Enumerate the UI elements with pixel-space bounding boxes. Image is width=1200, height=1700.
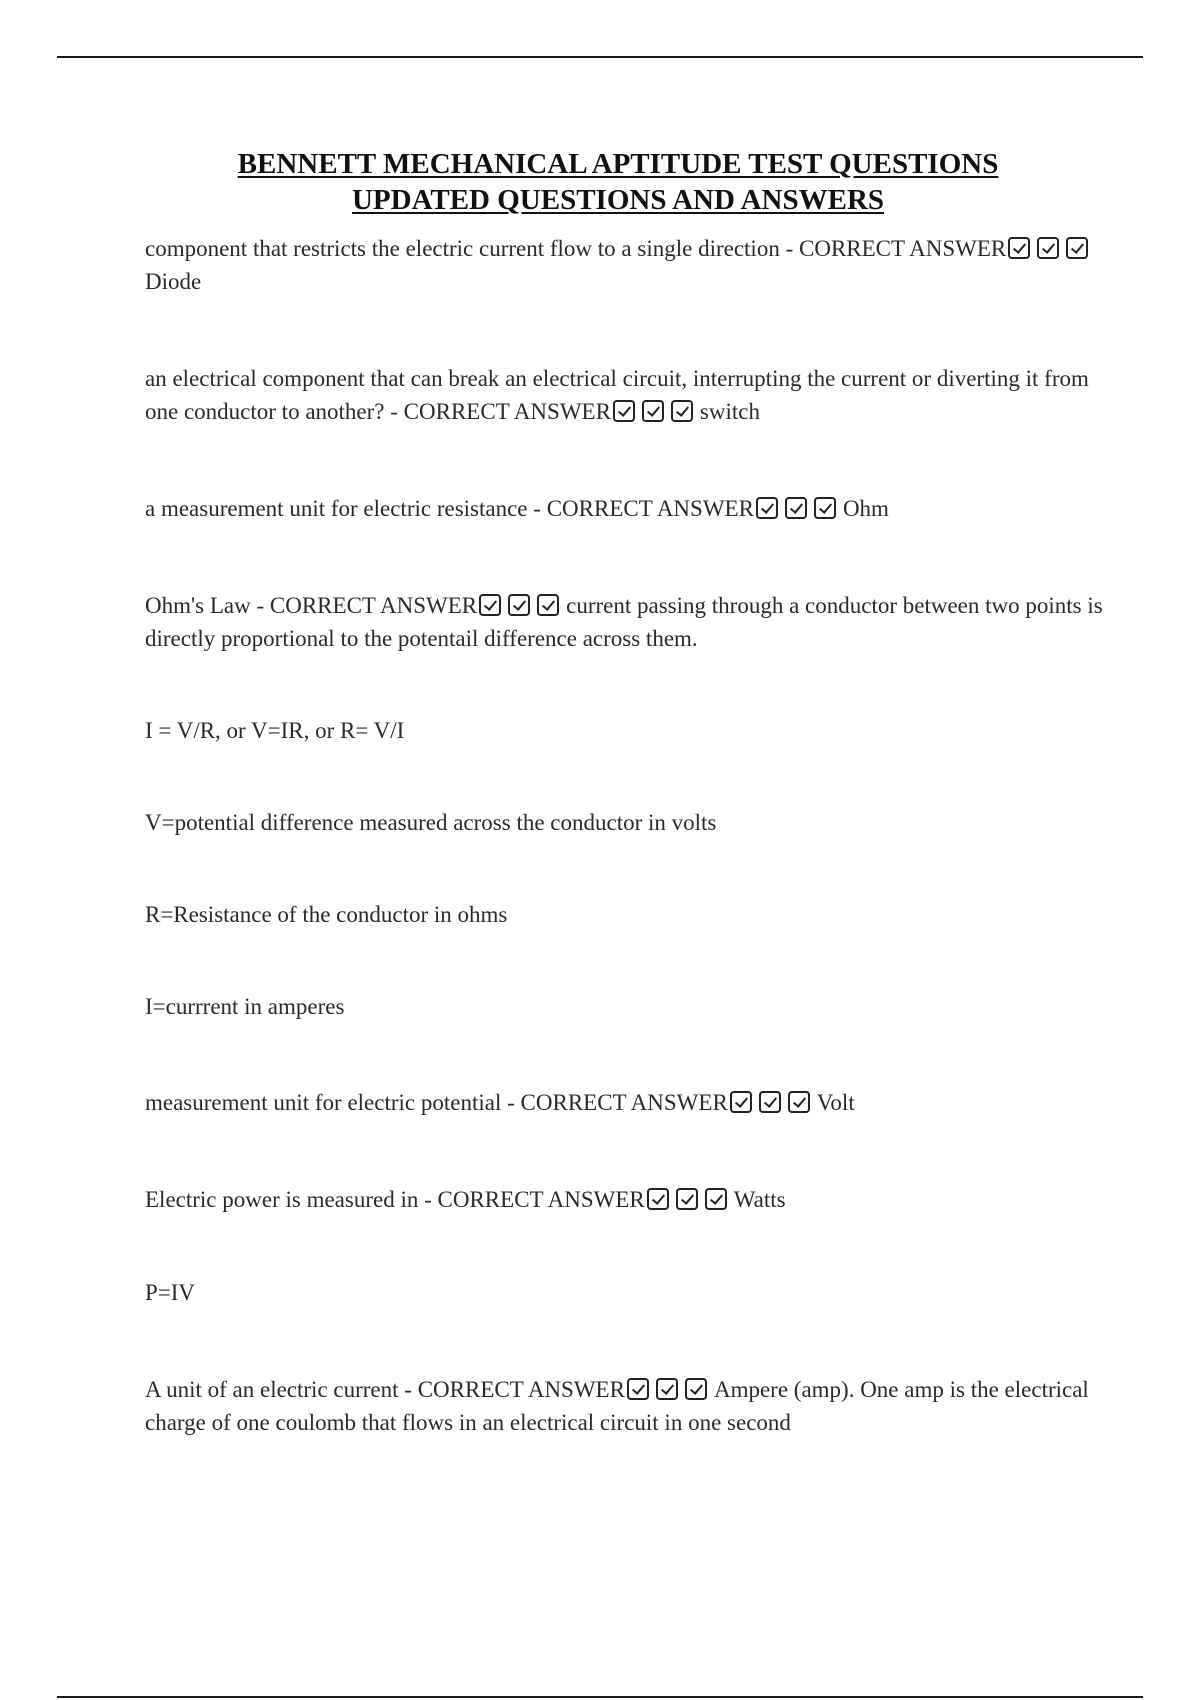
definition-resistance: R=Resistance of the conductor in ohms bbox=[145, 902, 508, 927]
question-text: measurement unit for electric potential bbox=[145, 1090, 502, 1115]
checked-box-icon bbox=[1008, 237, 1030, 259]
separator: - bbox=[398, 1377, 418, 1402]
checked-box-icon bbox=[508, 594, 530, 616]
checked-box-icon bbox=[685, 1378, 707, 1400]
question-text: Electric power is measured in bbox=[145, 1187, 419, 1212]
correct-answer-label: CORRECT ANSWER bbox=[417, 1377, 625, 1402]
question-text: component that restricts the electric current flow to a single direction bbox=[145, 236, 780, 261]
separator: - bbox=[501, 1090, 521, 1115]
checked-box-icon bbox=[730, 1091, 752, 1113]
correct-answer-label: CORRECT ANSWER bbox=[269, 593, 478, 618]
checkmarks bbox=[613, 399, 700, 424]
correct-answer-label: CORRECT ANSWER bbox=[799, 236, 1007, 261]
qa-entry bbox=[145, 492, 1105, 525]
checked-box-icon bbox=[756, 497, 778, 519]
checkmarks bbox=[627, 1377, 714, 1402]
title-line-1: BENNETT MECHANICAL APTITUDE TEST QUESTIONS bbox=[237, 148, 999, 180]
checked-box-icon bbox=[785, 497, 807, 519]
question-text: A unit of an electric current bbox=[145, 1377, 399, 1402]
answer-text: Ampere (amp). One amp is the electrical charge of one coulomb that flows in an electrical circuit in one second bbox=[145, 1377, 1089, 1435]
qa-entry bbox=[145, 1183, 1105, 1216]
correct-answer-label: CORRECT ANSWER bbox=[520, 1090, 728, 1115]
separator: - bbox=[250, 593, 270, 618]
answer-text: switch bbox=[699, 399, 760, 424]
separator: - bbox=[384, 399, 404, 424]
separator: - bbox=[527, 496, 547, 521]
top-rule bbox=[57, 56, 1143, 58]
checkmarks bbox=[479, 593, 566, 618]
bottom-rule bbox=[57, 1696, 1143, 1698]
answer-text: Diode bbox=[145, 269, 202, 294]
answer-text: Ohm bbox=[842, 496, 889, 521]
power-formula: P=IV bbox=[145, 1280, 196, 1305]
checked-box-icon bbox=[759, 1091, 781, 1113]
correct-answer-label: CORRECT ANSWER bbox=[403, 399, 611, 424]
question-text: a measurement unit for electric resistance bbox=[145, 496, 528, 521]
page-title bbox=[0, 146, 1200, 218]
checked-box-icon bbox=[479, 594, 501, 616]
answer-text: current passing through a conductor between two points is directly proportional to the potentail difference across them. bbox=[145, 593, 1103, 651]
qa-entry bbox=[145, 232, 1105, 298]
checked-box-icon bbox=[788, 1091, 810, 1113]
separator: - bbox=[418, 1187, 438, 1212]
qa-entry bbox=[145, 589, 1105, 655]
title-line-2: UPDATED QUESTIONS AND ANSWERS bbox=[351, 184, 885, 216]
separator: - bbox=[779, 236, 799, 261]
checked-box-icon bbox=[705, 1188, 727, 1210]
answer-text: Volt bbox=[816, 1090, 855, 1115]
formula-note: I = V/R, or V=IR, or R= V/I bbox=[145, 718, 405, 743]
checked-box-icon bbox=[1066, 237, 1088, 259]
checked-box-icon bbox=[647, 1188, 669, 1210]
qa-entry bbox=[145, 1373, 1105, 1439]
correct-answer-label: CORRECT ANSWER bbox=[437, 1187, 645, 1212]
checked-box-icon bbox=[656, 1378, 678, 1400]
definition-voltage: V=potential difference measured across the conductor in volts bbox=[145, 810, 717, 835]
checked-box-icon bbox=[642, 400, 664, 422]
definition-current: I=currrent in amperes bbox=[145, 994, 345, 1019]
checked-box-icon bbox=[613, 400, 635, 422]
qa-entry bbox=[145, 362, 1105, 428]
question-text: an electrical component that can break an electrical circuit, interrupting the current or diverting it from one conductor to another? bbox=[145, 366, 1089, 424]
correct-answer-label: CORRECT ANSWER bbox=[546, 496, 754, 521]
checked-box-icon bbox=[627, 1378, 649, 1400]
checkmarks bbox=[730, 1090, 817, 1115]
checked-box-icon bbox=[671, 400, 693, 422]
checked-box-icon bbox=[814, 497, 836, 519]
checkmarks bbox=[647, 1187, 734, 1212]
checkmarks bbox=[756, 496, 843, 521]
checked-box-icon bbox=[537, 594, 559, 616]
checkmarks bbox=[1008, 236, 1095, 261]
qa-entry bbox=[145, 1086, 1105, 1119]
answer-text: Watts bbox=[733, 1187, 786, 1212]
checked-box-icon bbox=[676, 1188, 698, 1210]
question-text: Ohm's Law bbox=[145, 593, 251, 618]
checked-box-icon bbox=[1037, 237, 1059, 259]
